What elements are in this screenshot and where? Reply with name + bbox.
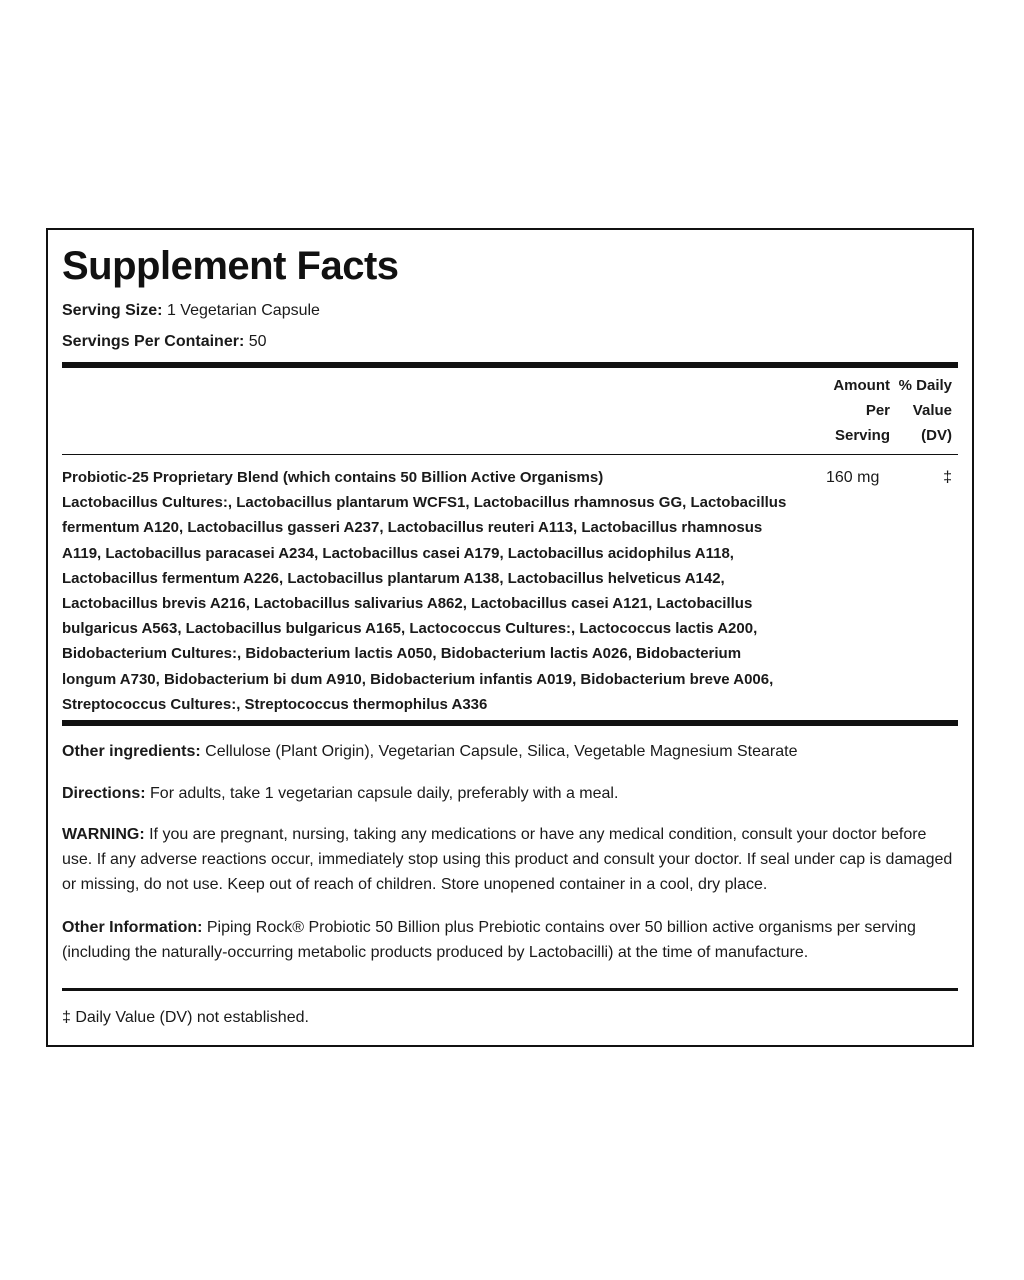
dv-header-line-3: (DV) — [921, 427, 952, 444]
blend-line: bulgaricus A563, Lactobacillus bulgaricus A165, Lactococcus Cultures:, Lactococcus lactis A200, — [62, 620, 758, 638]
supplement-facts-panel — [46, 228, 974, 1047]
other-information-text: Piping Rock® Probiotic 50 Billion plus Prebiotic contains over 50 billion active organisms per serving (including the naturally-occurring metabolic products produced by Lactobacilli) at the time of manufacture. — [62, 919, 916, 961]
blend-line: Lactobacillus brevis A216, Lactobacillus salivarius A862, Lactobacillus casei A121, Lactobacillus — [62, 595, 753, 613]
footnote: ‡ Daily Value (DV) not established. — [62, 1009, 309, 1026]
servings-per-container-value: 50 — [248, 333, 267, 350]
warning-text: If you are pregnant, nursing, taking any medications or have any medical condition, consult your doctor before use. If any adverse reactions occur, immediately stop using this product and consult your doctor. If seal under cap is damaged or missing, do not use. Keep out of reach of children. Store unopened container in a cool, dry place. — [62, 826, 953, 893]
top-thick-divider — [62, 362, 958, 368]
bottom-thick-divider — [62, 720, 958, 726]
other-ingredients — [62, 739, 958, 764]
blend-line: Lactobacillus Cultures:, Lactobacillus plantarum WCFS1, Lactobacillus rhamnosus GG, Lactobacillus — [62, 494, 787, 512]
amount-header-line-3: Serving — [834, 427, 890, 444]
blend-line: longum A730, Bidobacterium bi dum A910, Bidobacterium infantis A019, Bidobacterium breve A006, — [62, 670, 774, 688]
blend-line: Streptococcus Cultures:, Streptococcus thermophilus A336 — [62, 695, 488, 713]
directions-text: For adults, take 1 vegetarian capsule daily, preferably with a meal. — [145, 785, 619, 802]
directions — [62, 781, 958, 806]
directions-label: Directions: — [62, 785, 146, 802]
amount-header-line-2: Per — [865, 402, 890, 419]
serving-size — [62, 301, 320, 321]
warning — [62, 822, 958, 897]
other-ingredients-text: Cellulose (Plant Origin), Vegetarian Capsule, Silica, Vegetable Magnesium Stearate — [200, 743, 798, 760]
panel-content — [62, 230, 958, 1045]
blend-line: Bidobacterium Cultures:, Bidobacterium lactis A050, Bidobacterium lactis A026, Bidobacterium — [62, 645, 742, 663]
amount-per-serving-header — [822, 373, 890, 448]
blend-header: Probiotic-25 Proprietary Blend (which contains 50 Billion Active Organisms) — [62, 469, 604, 486]
other-ingredients-label: Other ingredients: — [62, 743, 201, 760]
blend-amount: 160 mg — [826, 469, 880, 486]
other-information — [62, 915, 958, 965]
dv-header-line-2: Value — [912, 402, 952, 419]
blend-daily-value: ‡ — [943, 469, 952, 486]
blend-line: fermentum A120, Lactobacillus gasseri A237, Lactobacillus reuteri A113, Lactobacillus rhamnosus — [62, 519, 763, 537]
dv-header-line-1: % Daily — [898, 377, 952, 394]
serving-size-value: 1 Vegetarian Capsule — [166, 302, 320, 319]
footer-divider — [62, 988, 958, 991]
warning-label: WARNING: — [62, 826, 145, 843]
daily-value-header — [882, 373, 952, 448]
blend-line: Lactobacillus fermentum A226, Lactobacillus plantarum A138, Lactobacillus helveticus A142, — [62, 569, 725, 587]
other-information-label: Other Information: — [62, 919, 203, 936]
header-thin-divider — [62, 454, 958, 455]
blend-line: A119, Lactobacillus paracasei A234, Lactobacillus casei A179, Lactobacillus acidophilus A118, — [62, 544, 734, 562]
servings-per-container-label: Servings Per Container: — [62, 333, 245, 350]
serving-size-label: Serving Size: — [62, 302, 163, 319]
amount-header-line-1: Amount — [833, 377, 890, 394]
servings-per-container — [62, 332, 267, 352]
proprietary-blend — [62, 465, 814, 717]
panel-title: Supplement Facts — [62, 244, 399, 288]
